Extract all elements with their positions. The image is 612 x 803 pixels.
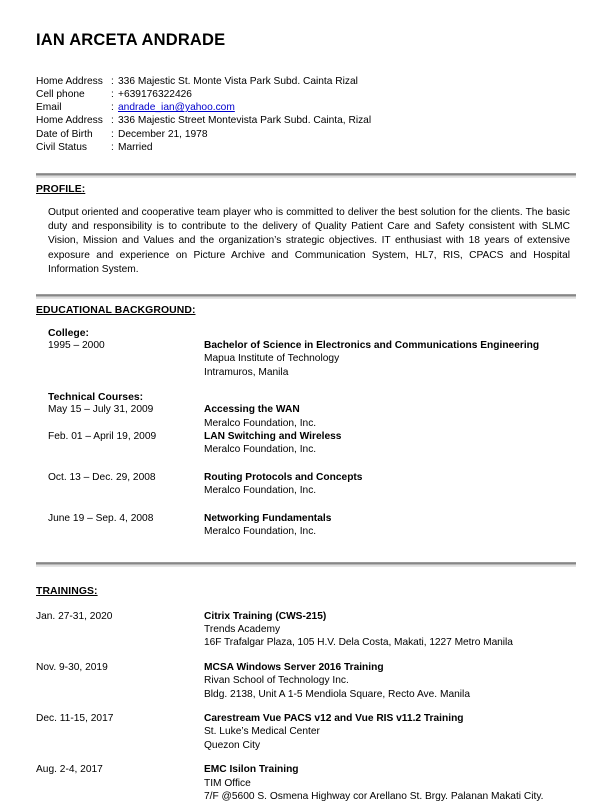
entry-date: Feb. 01 – April 19, 2009 [48, 431, 157, 443]
contact-details [36, 75, 576, 154]
contact-row [36, 75, 576, 88]
contact-separator: : [111, 115, 114, 127]
entry-line: 7/F @5600 S. Osmena Highway cor Arellano St. Brgy. Palanan Makati City. [204, 790, 544, 802]
horizontal-rule [36, 562, 576, 567]
contact-label: Civil Status [36, 141, 87, 153]
training-entry [36, 712, 576, 752]
entry-body [204, 403, 576, 430]
entry-body [204, 610, 576, 650]
entry-date: Dec. 11-15, 2017 [36, 712, 114, 724]
entry-title: Routing Protocols and Concepts [204, 471, 363, 483]
section-divider [36, 562, 576, 567]
entry-title: LAN Switching and Wireless [204, 431, 342, 443]
section-heading-trainings: TRAININGS: [36, 585, 98, 597]
entry-line: TIM Office [204, 777, 251, 789]
course-entry [36, 471, 576, 498]
entry-line: Trends Academy [204, 623, 281, 635]
entry-title: MCSA Windows Server 2016 Training [204, 661, 384, 673]
entry-line: Meralco Foundation, Inc. [204, 444, 317, 456]
section-heading-profile: PROFILE: [36, 184, 86, 196]
contact-value: +639176322426 [118, 89, 192, 100]
entry-date: June 19 – Sep. 4, 2008 [48, 512, 154, 524]
entry-line: Rivan School of Technology Inc. [204, 675, 349, 687]
group-heading-college: College: [48, 328, 89, 340]
contact-separator: : [111, 75, 114, 87]
section-heading-education: EDUCATIONAL BACKGROUND: [36, 305, 196, 317]
entry-title: Bachelor of Science in Electronics and Communications Engineering [204, 340, 540, 352]
entry-title: Accessing the WAN [204, 404, 300, 416]
contact-row [36, 128, 576, 141]
contact-value: 336 Majestic Street Montevista Park Subd. Cainta, Rizal [118, 115, 372, 127]
entry-title: EMC Isilon Training [204, 764, 299, 776]
entry-date: 1995 – 2000 [48, 340, 105, 352]
entry-line: Meralco Foundation, Inc. [204, 526, 317, 538]
email-link[interactable]: andrade_ian@yahoo.com [118, 102, 235, 114]
contact-value: December 21, 1978 [118, 128, 208, 140]
entry-line: Meralco Foundation, Inc. [204, 417, 317, 429]
contact-row [36, 114, 576, 127]
entry-line: Quezon City [204, 739, 261, 751]
horizontal-rule [36, 294, 576, 299]
entry-line: Mapua Institute of Technology [204, 353, 340, 365]
contact-separator: : [111, 141, 114, 153]
entry-body [204, 512, 576, 539]
contact-value: Married [118, 141, 153, 153]
course-entry [36, 403, 576, 430]
contact-label: Home Address [36, 115, 103, 127]
entry-body [204, 471, 576, 498]
horizontal-rule [36, 173, 576, 178]
entry-date: Nov. 9-30, 2019 [36, 661, 108, 673]
entry-body [204, 339, 576, 379]
contact-separator: : [111, 89, 114, 100]
contact-label: Cell phone [36, 89, 85, 100]
entry-body [204, 430, 576, 457]
entry-line: Intramuros, Manila [204, 366, 289, 378]
entry-body [204, 763, 576, 803]
entry-line: St. Luke’s Medical Center [204, 726, 320, 738]
contact-label: Date of Birth [36, 128, 93, 140]
entry-title: Carestream Vue PACS v12 and Vue RIS v11.2 Training [204, 712, 464, 724]
contact-separator: : [111, 128, 114, 140]
training-entry [36, 610, 576, 650]
contact-separator: : [111, 102, 114, 114]
training-entry [36, 763, 576, 803]
entry-title: Citrix Training (CWS-215) [204, 610, 327, 622]
entry-line: Bldg. 2138, Unit A 1-5 Mendiola Square, Recto Ave. Manila [204, 688, 470, 700]
entry-line: Meralco Foundation, Inc. [204, 485, 317, 497]
page-title: IAN ARCETA ANDRADE [36, 31, 226, 49]
section-divider [36, 294, 576, 299]
entry-line: 16F Trafalgar Plaza, 105 H.V. Dela Costa, Makati, 1227 Metro Manila [204, 637, 513, 649]
profile-paragraph: Output oriented and cooperative team player who is committed to deliver the best solution for the clients. The basic duty and responsibility is to contribute to the delivery of Quality Patient Care and Safety consistent with SLMC Vision, Mission and Values and the organization’s strategic objectives. IT enthusiast with 18 years of extensive exposure and experience on Picture Archive and Communication System, HL7, RIS, CPACS and Hospital Information System. [48, 207, 570, 275]
entry-title: Networking Fundamentals [204, 512, 332, 524]
contact-label: Email [36, 102, 62, 114]
group-heading-technical-courses: Technical Courses: [48, 392, 144, 404]
contact-row [36, 101, 576, 114]
contact-label: Home Address [36, 75, 103, 87]
entry-date: May 15 – July 31, 2009 [48, 404, 154, 416]
section-divider [36, 173, 576, 178]
entry-date: Oct. 13 – Dec. 29, 2008 [48, 471, 156, 483]
entry-body [204, 661, 576, 701]
education-entry [36, 339, 576, 379]
entry-body [204, 712, 576, 752]
course-entry [36, 430, 576, 457]
entry-date: Aug. 2-4, 2017 [36, 764, 103, 776]
entry-date: Jan. 27-31, 2020 [36, 610, 113, 622]
course-entry [36, 512, 576, 539]
training-entry [36, 661, 576, 701]
contact-row [36, 88, 576, 101]
contact-row [36, 141, 576, 154]
contact-value: 336 Majestic St. Monte Vista Park Subd. Cainta Rizal [118, 75, 358, 87]
